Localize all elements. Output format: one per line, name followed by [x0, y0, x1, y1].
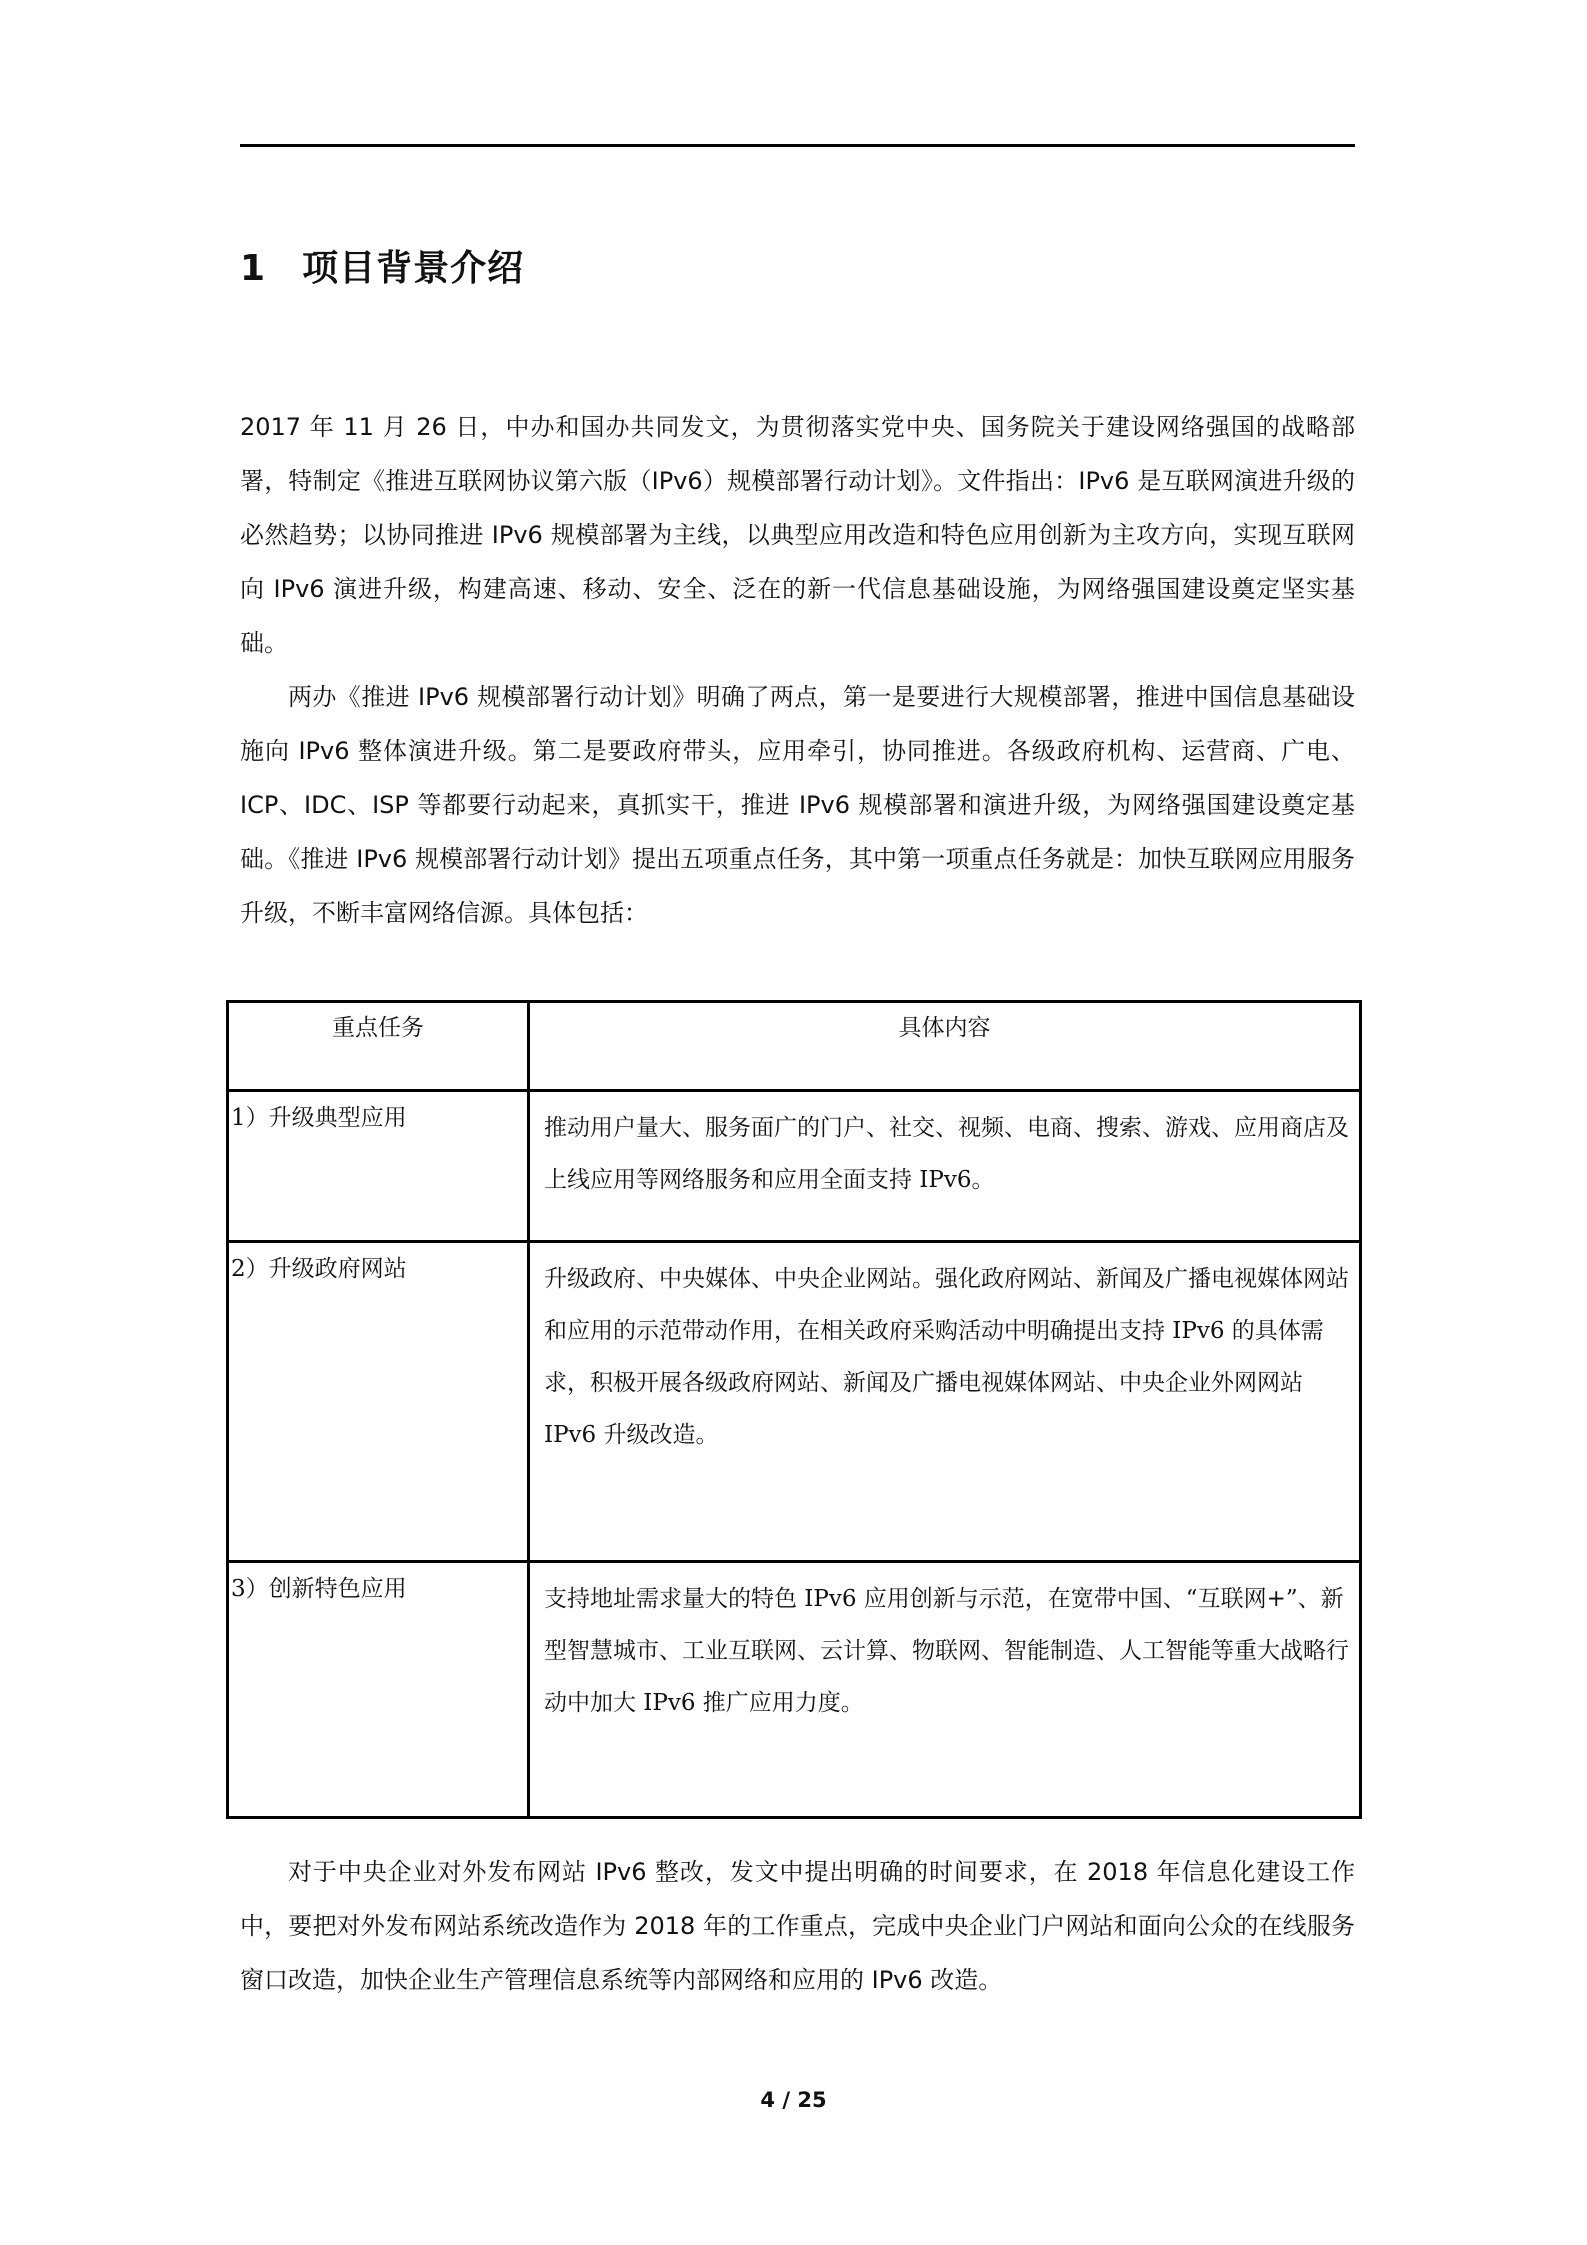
table-row: [228, 1091, 1361, 1242]
content-cell: 升级政府、中央媒体、中央企业网站。强化政府网站、新闻及广播电视媒体网站和应用的示范带动作用，在相关政府采购活动中明确提出支持 IPv6 的具体需求，积极开展各级政府网站、新闻及广播电视媒体网站、中央企业外网网站 IPv6 升级改造。: [529, 1242, 1361, 1562]
section-title: 项目背景介绍: [302, 248, 525, 289]
task-cell: 3）创新特色应用: [228, 1562, 529, 1818]
paragraph-action-plan: 两办《推进 IPv6 规模部署行动计划》明确了两点，第一是要进行大规模部署，推进中国信息基础设施向 IPv6 整体演进升级。第二是要政府带头，应用牵引，协同推进。各级政府机构、运营商、广电、ICP、IDC、ISP 等都要行动起来，真抓实干，推进 IPv6 规模部署和演进升级，为网络强国建设奠定基础。《推进 IPv6 规模部署行动计划》提出五项重点任务，其中第一项重点任务就是：加快互联网应用服务升级，不断丰富网络信源。具体包括：: [240, 683, 1355, 927]
table-header-row: [228, 1002, 1361, 1091]
section-heading: [240, 240, 524, 291]
section-number: 1: [240, 248, 267, 289]
page-number: 4 / 25: [760, 2088, 827, 2112]
paragraph-intro: 2017 年 11 月 26 日，中办和国办共同发文，为贯彻落实党中央、国务院关于建设网络强国的战略部署，特制定《推进互联网协议第六版（IPv6）规模部署行动计划》。文件指出：IPv6 是互联网演进升级的必然趋势；以协同推进 IPv6 规模部署为主线，以典型应用改造和特色应用创新为主攻方向，实现互联网向 IPv6 演进升级，构建高速、移动、安全、泛在的新一代信息基础设施，为网络强国建设奠定坚实基础。: [240, 413, 1355, 657]
paragraph-deadline: 对于中央企业对外发布网站 IPv6 整改，发文中提出明确的时间要求，在 2018 年信息化建设工作中，要把对外发布网站系统改造作为 2018 年的工作重点，完成中央企业门户网站和面向公众的在线服务窗口改造，加快企业生产管理信息系统等内部网络和应用的 IPv6 改造。: [240, 1858, 1355, 1994]
header-key-task: 重点任务: [228, 1002, 529, 1091]
header-rule: [240, 144, 1355, 147]
task-cell: 1）升级典型应用: [228, 1091, 529, 1242]
content-cell: 支持地址需求量大的特色 IPv6 应用创新与示范，在宽带中国、“互联网+”、新型智慧城市、工业互联网、云计算、物联网、智能制造、人工智能等重大战略行动中加大 IPv6 推广应用力度。: [529, 1562, 1361, 1818]
table-row: [228, 1562, 1361, 1818]
content-cell: 推动用户量大、服务面广的门户、社交、视频、电商、搜索、游戏、应用商店及上线应用等网络服务和应用全面支持 IPv6。: [529, 1091, 1361, 1242]
header-content: 具体内容: [529, 1002, 1361, 1091]
task-cell: 2）升级政府网站: [228, 1242, 529, 1562]
key-tasks-table: [226, 1000, 1362, 1819]
table-row: [228, 1242, 1361, 1562]
